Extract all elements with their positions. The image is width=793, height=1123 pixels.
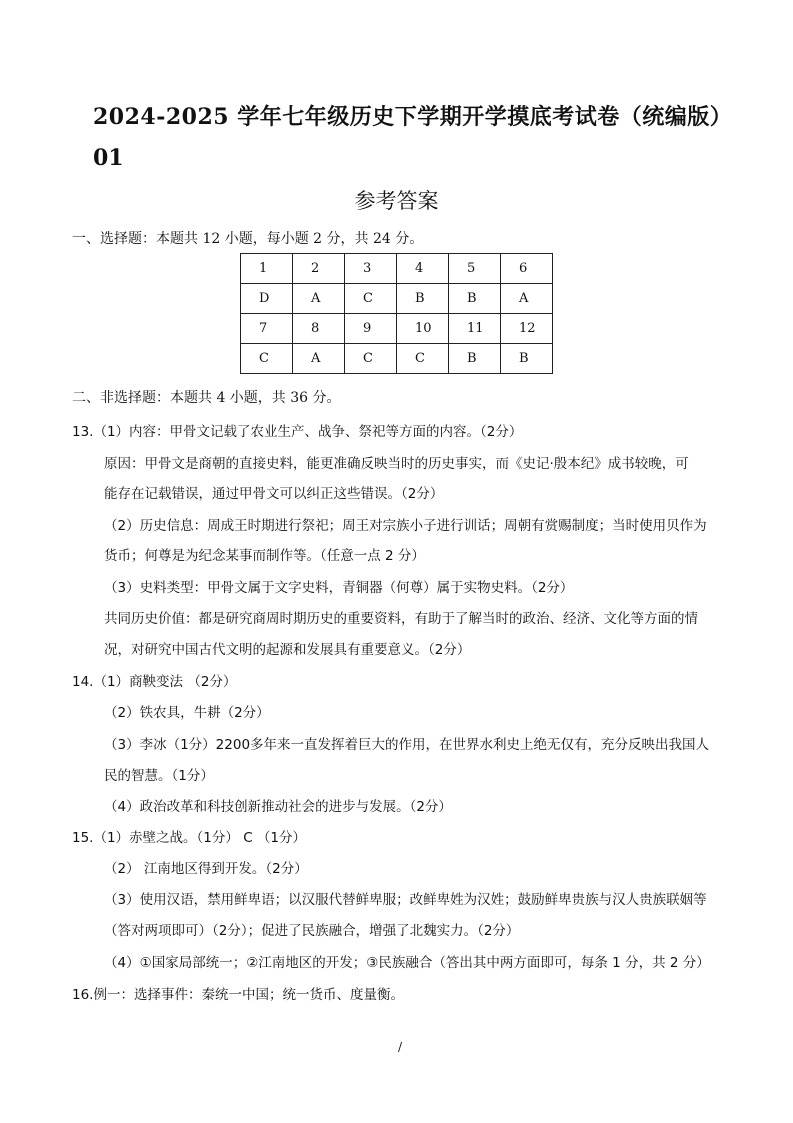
section-2-heading: 二、非选择题：本题共 4 小题，共 36 分。 — [72, 390, 341, 406]
q15-line-3: （3）使用汉语，禁用鲜卑语；以汉服代替鲜卑服；改鲜卑姓为汉姓；鼓励鲜卑贵族与汉人贵族联姻等 — [104, 892, 707, 908]
answer-table-row — [241, 284, 553, 314]
answer-table-cell: 8 — [293, 314, 345, 344]
q15-line-1: 15.（1）赤壁之战。（1分） C （1分） — [72, 830, 306, 846]
q13-line-8: 况，对研究中国古代文明的起源和发展具有重要意义。（2分） — [104, 642, 471, 658]
answer-table-cell: A — [293, 284, 345, 314]
answer-table-cell: 3 — [345, 254, 397, 284]
q13-line-4: （2）历史信息：周成王时期进行祭祀；周王对宗族小子进行训话；周朝有赏赐制度；当时使用贝作为 — [104, 518, 707, 534]
answer-table-cell: B — [449, 284, 501, 314]
section-1-heading: 一、选择题：本题共 12 小题，每小题 2 分，共 24 分。 — [72, 231, 424, 247]
q13-line-7: 共同历史价值：都是研究商周时期历史的重要资料，有助于了解当时的政治、经济、文化等方面的情 — [104, 611, 698, 627]
answer-table — [240, 253, 553, 374]
answer-table-cell: A — [293, 344, 345, 374]
q15-line-5: （4）①国家局部统一；②江南地区的开发；③民族融合（答出其中两方面即可，每条 1 分，共 2 分） — [104, 955, 710, 971]
document-title: 2024-2025 学年七年级历史下学期开学摸底考试卷（统编版） — [93, 104, 733, 130]
page-number: / — [398, 1040, 403, 1054]
answer-table-cell: D — [241, 284, 293, 314]
answer-table-cell: B — [449, 344, 501, 374]
answer-table-cell: C — [241, 344, 293, 374]
q13-line-1: 13.（1）内容：甲骨文记载了农业生产、战争、祭祀等方面的内容。（2分） — [72, 424, 523, 440]
answer-table-row — [241, 344, 553, 374]
answer-table-cell: A — [501, 284, 553, 314]
q14-line-5: （4）政治改革和科技创新推动社会的进步与发展。（2分） — [104, 799, 452, 815]
q14-line-4: 民的智慧。（1分） — [104, 768, 214, 784]
answer-table-cell: 1 — [241, 254, 293, 284]
q13-line-6: （3）史料类型：甲骨文属于文字史料，青铜器（何尊）属于实物史料。（2分） — [104, 580, 574, 596]
answer-table-cell: B — [501, 344, 553, 374]
answer-table-cell: 10 — [397, 314, 449, 344]
q13-line-5: 货币；何尊是为纪念某事而制作等。（任意一点 2 分） — [104, 548, 425, 564]
answer-table-row — [241, 314, 553, 344]
q13-line-3: 能存在记载错误，通过甲骨文可以纠正这些错误。（2分） — [104, 486, 444, 502]
q15-line-2: （2） 江南地区得到开发。（2分） — [104, 861, 308, 877]
answer-table-cell: 5 — [449, 254, 501, 284]
q14-line-2: （2）铁农具，牛耕（2分） — [104, 705, 270, 721]
q13-line-2: 原因：甲骨文是商朝的直接史料，能更准确反映当时的历史事实，而《史记·殷本纪》成书较晚，可 — [104, 456, 689, 472]
answer-table-cell: C — [345, 344, 397, 374]
q14-line-1: 14.（1）商鞅变法 （2分） — [72, 674, 237, 690]
answer-table-cell: C — [397, 344, 449, 374]
answer-table-cell: 2 — [293, 254, 345, 284]
answer-table-cell: 12 — [501, 314, 553, 344]
answer-table-cell: 4 — [397, 254, 449, 284]
answer-table-cell: C — [345, 284, 397, 314]
answer-table-row — [241, 254, 553, 284]
answer-table-cell: 9 — [345, 314, 397, 344]
answer-table-cell: 11 — [449, 314, 501, 344]
answer-table-cell: B — [397, 284, 449, 314]
document-title-number: 01 — [93, 145, 124, 171]
q16-line-1: 16.例一：选择事件：秦统一中国；统一货币、度量衡。 — [72, 987, 404, 1003]
answer-table-cell: 6 — [501, 254, 553, 284]
q14-line-3: （3）李冰（1分）2200多年来一直发挥着巨大的作用，在世界水利史上绝无仅有，充分反映出我国人 — [104, 737, 710, 753]
answer-heading: 参考答案 — [354, 189, 439, 213]
q15-line-4: （答对两项即可）（2分）；促进了民族融合，增强了北魏实力。（2分） — [104, 923, 520, 939]
answer-table-cell: 7 — [241, 314, 293, 344]
